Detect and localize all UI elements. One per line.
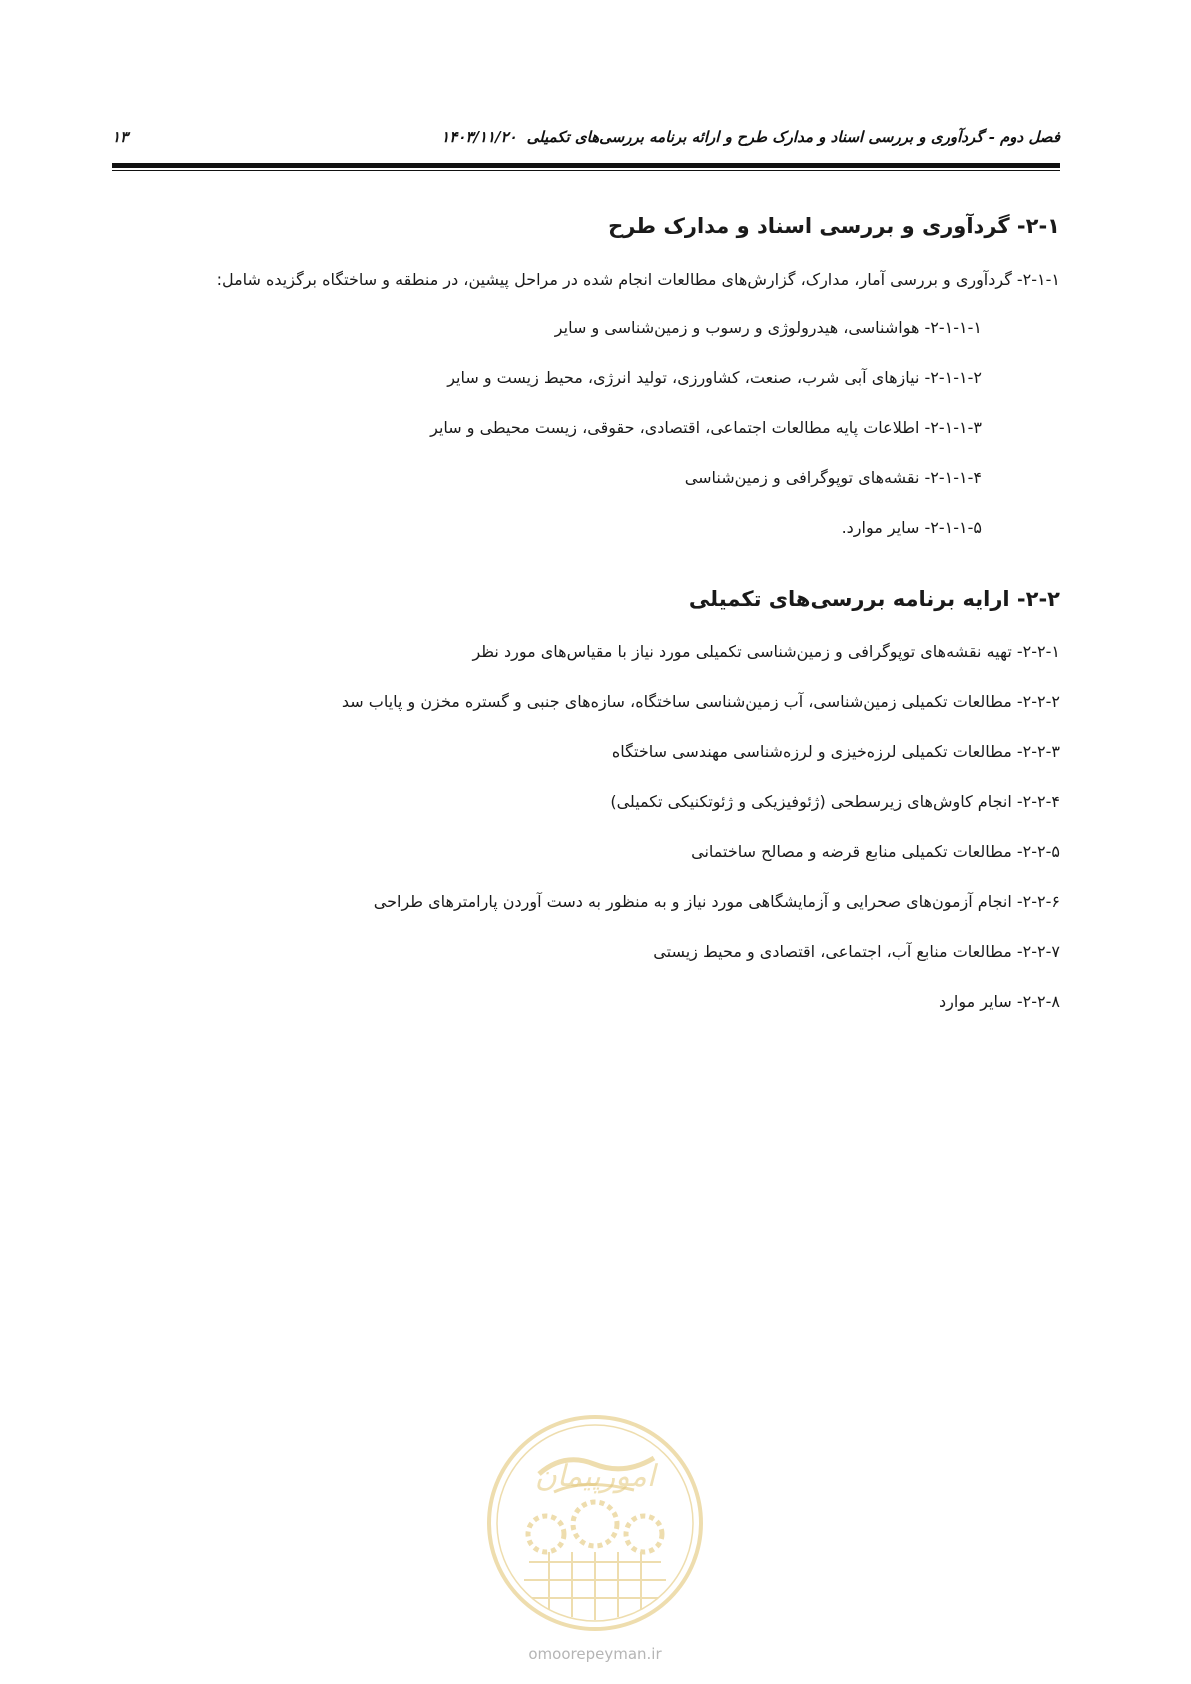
- list-item: ۲-۲-۲- مطالعات تکمیلی زمین‌شناسی، آب زمین‌شناسی ساختگاه، سازه‌های جنبی و گستره مخزن و پایاب سد: [341, 692, 1060, 711]
- list-item: ۲-۱-۱-۳- اطلاعات پایه مطالعات اجتماعی، اقتصادی، حقوقی، زیست محیطی و سایر: [430, 418, 982, 437]
- list-item: ۲-۲-۷- مطالعات منابع آب، اجتماعی، اقتصادی و محیط زیستی: [653, 942, 1060, 961]
- list-item: ۲-۱-۱-۱- هواشناسی، هیدرولوژی و رسوب و زمین‌شناسی و سایر: [554, 318, 982, 337]
- list-item: ۲-۱-۱-۴- نقشه‌های توپوگرافی و زمین‌شناسی: [684, 468, 982, 487]
- page-number: ۱۳: [112, 128, 129, 146]
- section2-list: [112, 627, 1060, 1027]
- watermark-site: omoorepeyman.ir: [528, 1645, 662, 1663]
- list-item: ۲-۲-۸- سایر موارد: [939, 992, 1060, 1011]
- list-item: ۲-۱-۱-۲- نیازهای آبی شرب، صنعت، کشاورزی، تولید انرژی، محیط زیست و سایر: [447, 368, 982, 387]
- header-rule-thick: [112, 163, 1060, 168]
- section1-list: [112, 303, 1060, 553]
- list-item: ۲-۲-۶- انجام آزمون‌های صحرایی و آزمایشگاهی مورد نیاز و به منظور به دست آوردن پارامترهای طراحی: [373, 892, 1060, 911]
- main-content: [112, 214, 1060, 1027]
- header-rule-thin: [112, 170, 1060, 171]
- list-item: ۲-۲-۵- مطالعات تکمیلی منابع قرضه و مصالح ساختمانی: [691, 842, 1060, 861]
- section-heading-1: ۲-۱- گردآوری و بررسی اسناد و مدارک طرح: [608, 214, 1060, 238]
- section-intro-paragraph: ۲-۱-۱- گردآوری و بررسی آمار، مدارک، گزارش‌های مطالعات انجام شده در مراحل پیشین، در منطقه و ساختگاه برگزیده شامل:: [216, 270, 1060, 289]
- list-item: ۲-۲-۱- تهیه نقشه‌های توپوگرافی و زمین‌شناسی تکمیلی مورد نیاز با مقیاس‌های مورد نظر: [472, 642, 1060, 661]
- header-date: ۱۴۰۳/۱۱/۲۰: [441, 128, 517, 146]
- list-item: ۲-۲-۴- انجام کاوش‌های زیرسطحی (ژئوفیزیکی و ژئوتکنیکی تکمیلی): [610, 792, 1060, 811]
- list-item: ۲-۲-۳- مطالعات تکمیلی لرزه‌خیزی و لرزه‌شناسی مهندسی ساختگاه: [611, 742, 1060, 761]
- header-title-line: [441, 128, 1060, 146]
- section-heading-2: ۲-۲- ارایه برنامه بررسی‌های تکمیلی: [688, 587, 1060, 611]
- page-header: [112, 128, 1060, 158]
- seal-logo-icon: [484, 1412, 706, 1634]
- header-title: فصل دوم - گردآوری و بررسی اسناد و مدارک طرح و ارائه برنامه بررسی‌های تکمیلی: [526, 128, 1060, 146]
- list-item: ۲-۱-۱-۵- سایر موارد.: [841, 518, 982, 537]
- watermark-logo-text: امورپیمان: [534, 1459, 656, 1494]
